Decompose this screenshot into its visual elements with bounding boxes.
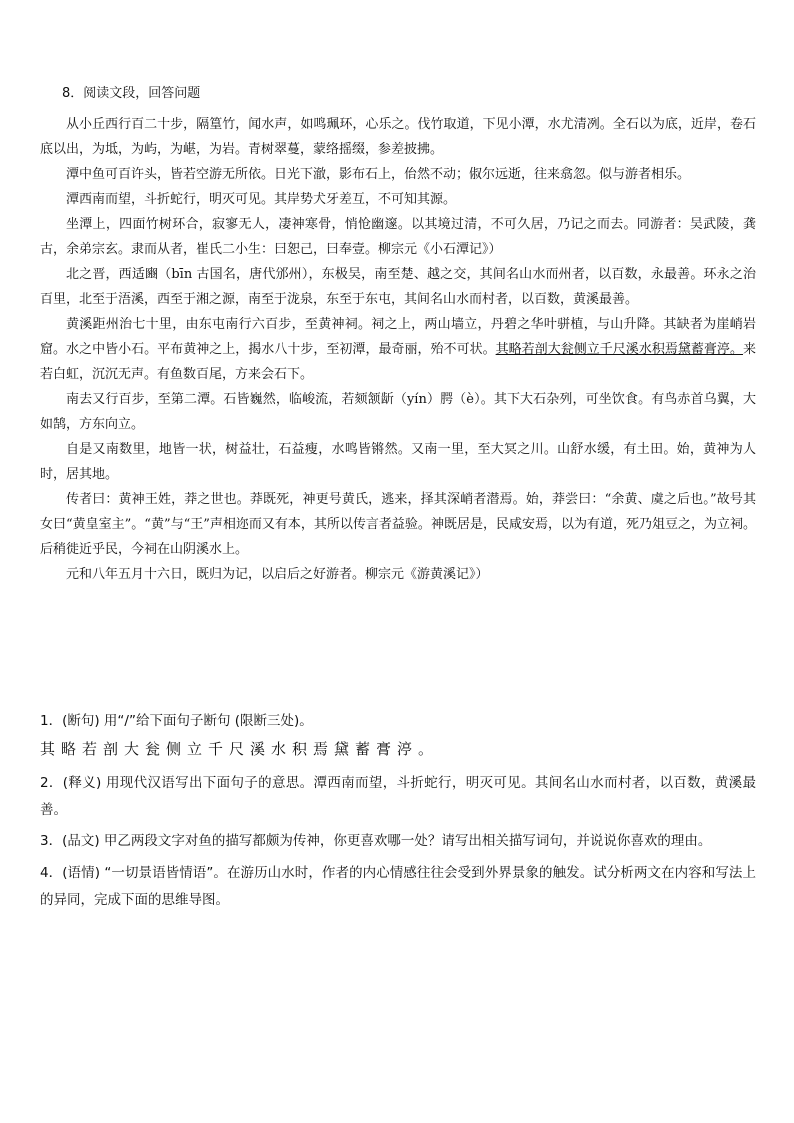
passage-paragraph-5: 北之晋，西适豳（bīn 古国名，唐代邠州），东极吴，南至楚、越之交，其间名山水而州者，以百数，永最善。环永之治百里，北至于浯溪，西至于湘之源，南至于泷泉，东至于东屯，其间名山水而村者，以百数，黄溪最善。 xyxy=(40,267,756,307)
passage-paragraph-1: 从小丘西行百二十步，隔篁竹，闻水声，如鸣珮环，心乐之。伐竹取道，下见小潭，水尤清冽。全石以为底，近岸，卷石底以出，为坻，为屿，为嵁，为岩。青树翠蔓，蒙络摇缀，参差披拂。 xyxy=(40,117,756,157)
passage-text: 来若白虹，沉沉无声。有鱼数百尾，方来会石下。 xyxy=(40,342,756,382)
passage-paragraph-6 xyxy=(40,312,756,387)
passage-paragraph-8: 自是又南数里，地皆一状，树益壮，石益瘦，水鸣皆锵然。又南一里，至大冥之川。山舒水缓，有土田。始，黄神为人时，居其地。 xyxy=(40,442,756,482)
passage-paragraph-7: 南去又行百步，至第二潭。石皆巍然，临峻流，若颏颔龂（yín）腭（è）。其下大石杂列，可坐饮食。有鸟赤首乌翼，大如鹄，方东向立。 xyxy=(40,392,756,432)
underlined-sentence: 其略若剖大瓮侧立千尺溪水积焉黛蓄膏渟。 xyxy=(495,342,743,357)
passage-paragraph-10: 元和八年五月十六日，既归为记，以启后之好游者。柳宗元《游黄溪记》） xyxy=(66,567,489,582)
question-1-sentence: 其略若剖大瓮侧立千尺溪水积焉黛蓄膏渟。 xyxy=(40,740,440,758)
passage-paragraph-4: 坐潭上，四面竹树环合，寂寥无人，凄神寒骨，悄怆幽邃。以其境过清，不可久居，乃记之而去。同游者：吴武陵，龚古，余弟宗玄。隶而从者，崔氏二小生：曰恕己，曰奉壹。柳宗元《小石潭记》） xyxy=(40,217,756,257)
question-1: 1．(断句) 用“/”给下面句子断句 (限断三处)。 xyxy=(40,713,313,729)
question-2: 2．(释义) 用现代汉语写出下面句子的意思。潭西南而望，斗折蛇行，明灭可见。其间名山水而村者，以百数，黄溪最善。 xyxy=(40,775,756,818)
question-4: 4．(语情) “一切景语皆情语”。在游历山水时，作者的内心情感往往会受到外界景象的触发。试分析两文在内容和写法上的异同，完成下面的思维导图。 xyxy=(40,865,756,908)
question-3: 3．(品文) 甲乙两段文字对鱼的描写都颇为传神，你更喜欢哪一处？请写出相关描写词句，并说说你喜欢的理由。 xyxy=(40,833,712,849)
passage-text: 黄溪距州治七十里，由东屯南行六百步，至黄神祠。祠之上，两山墙立，丹碧之华叶骈植，与山升降。其缺者为崖峭岩窟。水之中皆小石。平布黄神之上，揭水八十步，至初潭，最奇丽，殆不可状。 xyxy=(40,317,756,357)
question-header: 8．阅读文段，回答问题 xyxy=(62,86,201,101)
passage-paragraph-2: 潭中鱼可百许头，皆若空游无所依。日光下澈，影布石上，佁然不动；俶尔远逝，往来翕忽。似与游者相乐。 xyxy=(66,167,691,182)
passage-paragraph-3: 潭西南而望，斗折蛇行，明灭可见。其岸势犬牙差互，不可知其源。 xyxy=(66,192,457,207)
passage-paragraph-9: 传者曰：黄神王姓，莽之世也。莽既死，神更号黄氏，逃来，择其深峭者潜焉。始，莽尝曰：“余黄、虞之后也。”故号其女曰“黄皇室主”。“黄”与“王”声相迩而又有本，其所以传言者益验。神既居是，民咸安焉，以为有道，死乃俎豆之，为立祠。后稍徙近乎民，今祠在山阴溪水上。 xyxy=(40,492,756,557)
